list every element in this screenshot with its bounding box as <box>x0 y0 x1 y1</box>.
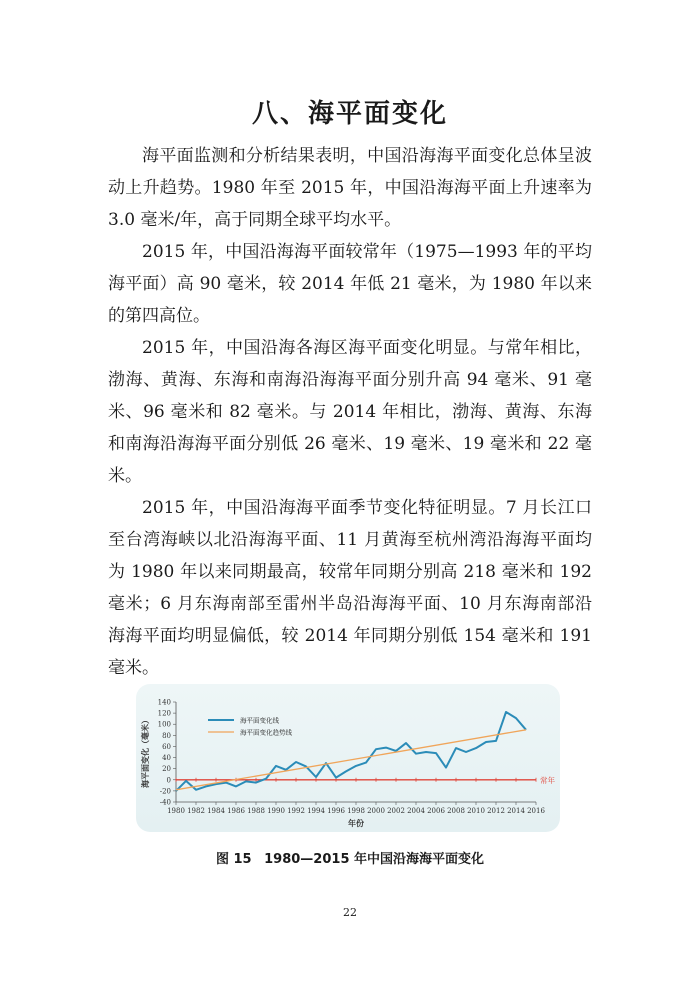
paragraph-2015-level: 2015 年，中国沿海海平面较常年（1975—1993 年的平均海平面）高 90 毫米，较 2014 年低 21 毫米，为 1980 年以来的第四高位。 <box>108 242 592 326</box>
x-tick-label: 1982 <box>187 807 205 815</box>
y-tick-label: 140 <box>157 698 171 707</box>
section-heading: 八、海平面变化 <box>251 99 448 129</box>
x-tick-label: 2012 <box>487 807 505 815</box>
x-tick-label: 1980 <box>167 807 185 815</box>
x-tick-label: 1992 <box>287 807 305 815</box>
y-tick-label: 120 <box>157 709 171 718</box>
figure-caption-text: 1980—2015 年中国沿海海平面变化 <box>264 852 485 867</box>
x-tick-label: 1986 <box>227 807 245 815</box>
x-tick-label: 2010 <box>467 807 485 815</box>
y-tick-label: 40 <box>162 754 171 763</box>
x-tick-label: 2002 <box>387 807 405 815</box>
y-tick-label: 20 <box>162 765 171 774</box>
paragraph-regional: 2015 年，中国沿海各海区海平面变化明显。与常年相比，渤海、黄海、东海和南海沿海海平面分别升高 94 毫米、91 毫米、96 毫米和 82 毫米。与 2014 年相比，渤海、黄海、东海和南海沿海海平面分别低 26 毫米、19 毫米、19 毫米和 22 毫米。 <box>108 338 592 486</box>
x-tick-label: 1996 <box>327 807 345 815</box>
x-tick-label: 1988 <box>247 807 265 815</box>
page-number: 22 <box>343 906 357 919</box>
x-tick-label: 2004 <box>407 807 425 815</box>
legend-label: 海平面变化趋势线 <box>240 728 292 737</box>
y-tick-label: 80 <box>162 731 171 740</box>
y-axis-label: 海平面变化（毫米） <box>140 716 150 788</box>
paragraph-trend: 海平面监测和分析结果表明，中国沿海海平面变化总体呈波动上升趋势。1980 年至 2015 年，中国沿海海平面上升速率为 3.0 毫米/年，高于同期全球平均水平。 <box>108 146 592 230</box>
figure-panel <box>136 684 560 832</box>
x-tick-label: 2016 <box>527 807 545 815</box>
legend-label: 海平面变化线 <box>240 716 279 725</box>
y-tick-label: -20 <box>159 787 171 796</box>
figure-caption <box>0 848 700 867</box>
x-axis-label: 年份 <box>348 818 364 828</box>
x-tick-label: 1994 <box>307 807 325 815</box>
figure-label: 图 15 <box>215 852 252 867</box>
x-tick-label: 2014 <box>507 807 525 815</box>
x-tick-label: 1998 <box>347 807 365 815</box>
x-tick-label: 2006 <box>427 807 445 815</box>
trend-line <box>176 730 526 790</box>
paragraph-seasonal: 2015 年，中国沿海海平面季节变化特征明显。7 月长江口至台湾海峡以北沿海海平面、11 月黄海至杭州湾沿海海平面均为 1980 年以来同期最高，较常年同期分别高 218 毫米和 192 毫米；6 月东海南部至雷州半岛沿海海平面、10 月东海南部沿海海平面均明显偏低，较 2014 年同期分别低 154 毫米和 191 毫米。 <box>108 498 592 678</box>
baseline-label: 常年 <box>540 775 555 785</box>
y-tick-label: 100 <box>157 720 171 729</box>
x-tick-label: 1984 <box>207 807 225 815</box>
sea-level-series-line <box>176 712 526 791</box>
x-tick-label: 2008 <box>447 807 465 815</box>
y-tick-label: 60 <box>162 742 171 751</box>
x-tick-label: 2000 <box>367 807 385 815</box>
y-tick-label: 0 <box>166 776 171 785</box>
x-tick-label: 1990 <box>267 807 285 815</box>
y-tick-label: -40 <box>159 798 171 807</box>
sea-level-chart <box>136 684 560 832</box>
